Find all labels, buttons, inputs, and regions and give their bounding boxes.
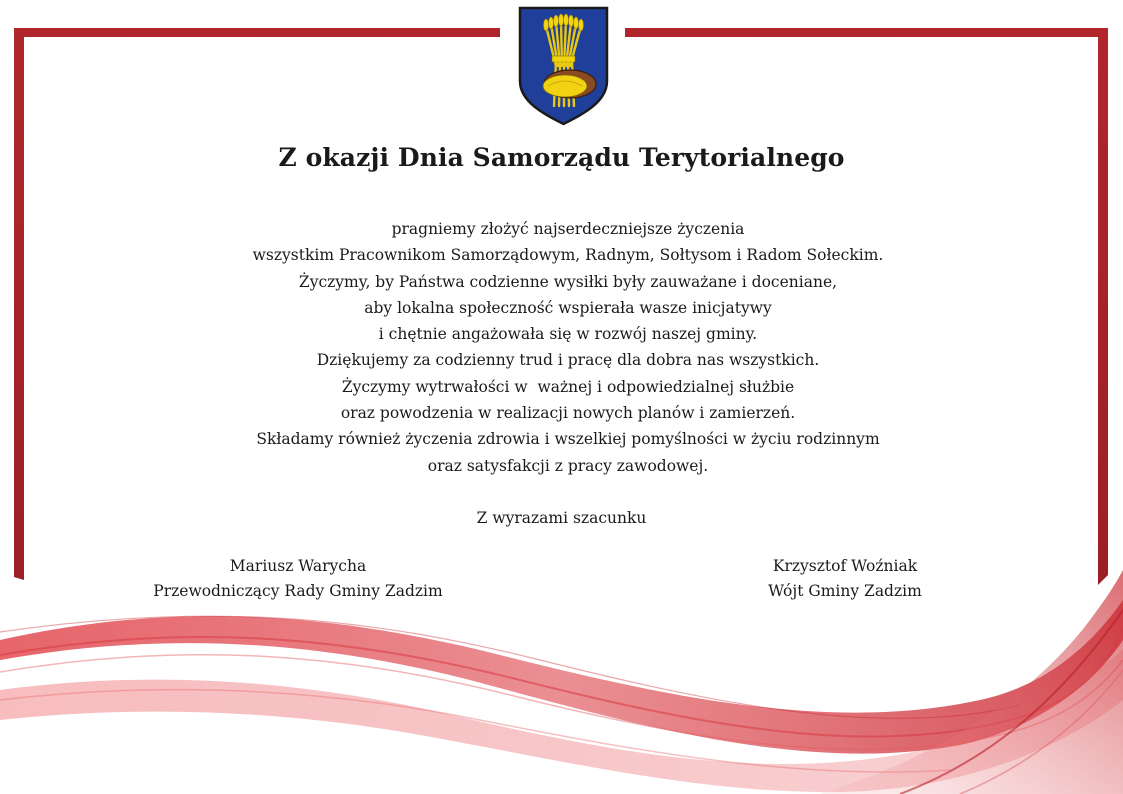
body-line: aby lokalna społeczność wspierała wasze inicjatywy — [364, 298, 772, 317]
greeting-body — [140, 216, 996, 479]
body-line: i chętnie angażowała się w rozwój naszej gminy. — [378, 325, 758, 344]
body-line: Składamy również życzenia zdrowia i wszelkiej pomyślności w życiu rodzinnym — [256, 430, 880, 449]
body-line: Życzymy, by Państwa codzienne wysiłki były zauważane i doceniane, — [298, 272, 838, 291]
signatory-role: Przewodniczący Rady Gminy Zadzim — [153, 582, 443, 600]
signatory-role: Wójt Gminy Zadzim — [768, 582, 922, 600]
body-line: oraz powodzenia w realizacji nowych planów i zamierzeń. — [340, 404, 796, 423]
body-line: pragniemy złożyć najserdeczniejsze życzenia — [391, 220, 745, 238]
body-line: Życzymy wytrwałości w ważnej i odpowiedzialnej służbie — [341, 377, 795, 396]
signatory-name: Krzysztof Woźniak — [772, 557, 918, 575]
signatory-name: Mariusz Warycha — [229, 557, 367, 575]
signatory-left — [128, 554, 468, 604]
coat-of-arms-wheat-sheaf-icon — [518, 6, 609, 126]
closing-salutation: Z wyrazami szacunku — [476, 509, 647, 527]
page-title: Z okazji Dnia Samorządu Terytorialnego — [278, 143, 845, 172]
body-line: wszystkim Pracownikom Samorządowym, Radnym, Sołtysom i Radom Sołeckim. — [252, 246, 884, 265]
body-line: oraz satysfakcji z pracy zawodowej. — [427, 456, 709, 475]
signatory-right — [700, 554, 990, 604]
body-line: Dziękujemy za codzienny trud i pracę dla dobra nas wszystkich. — [316, 351, 820, 370]
